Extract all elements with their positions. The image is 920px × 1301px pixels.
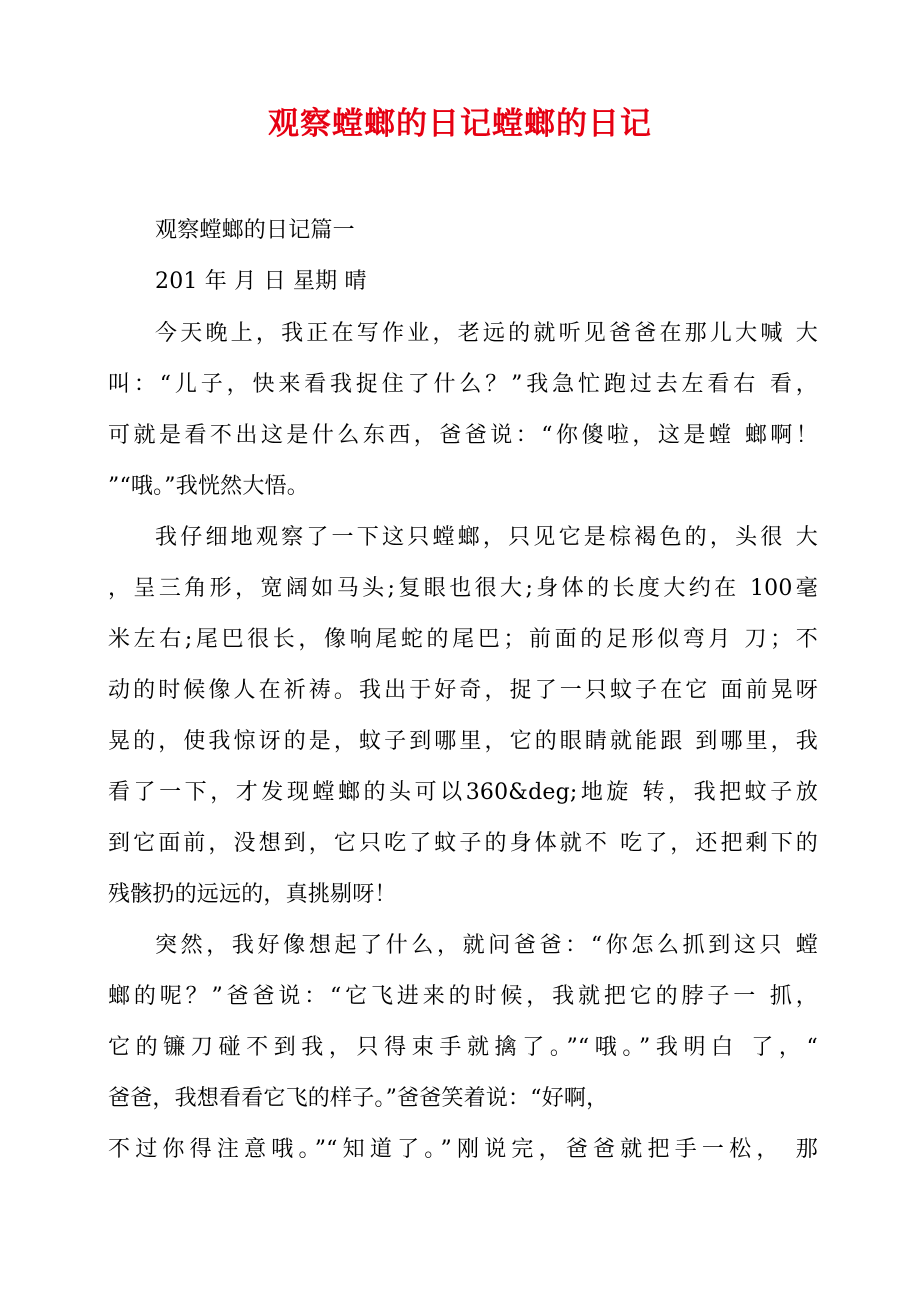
text-line: 可就是看不出这是什么东西，爸爸说：“你傻啦，这是螳 螂啊！: [108, 423, 818, 448]
text-line: ，呈三角形，宽阔如马头;复眼也很大;身体的长度大约在 100毫: [108, 576, 818, 601]
text-line: 看了一下，才发现螳螂的头可以360&deg;地旋 转，我把蚊子放: [108, 780, 818, 805]
text-line: 晃的，使我惊讶的是，蚊子到哪里，它的眼睛就能跟 到哪里，我: [108, 729, 818, 754]
text-line: ”“哦。”我恍然大悟。: [108, 474, 309, 499]
text-line: 我仔细地观察了一下这只螳螂，只见它是棕褐色的，头很 大: [155, 525, 818, 550]
text-line: 米左右;尾巴很长，像响尾蛇的尾巴；前面的足形似弯月 刀；不: [108, 627, 818, 652]
text-line: 今天晚上，我正在写作业，老远的就听见爸爸在那儿大喊 大: [155, 321, 818, 346]
text-line: 动的时候像人在祈祷。我出于好奇，捉了一只蚊子在它 面前晃呀: [108, 678, 818, 703]
text-line: 不过你得注意哦。”“知道了。”刚说完，爸爸就把手一松， 那: [108, 1137, 818, 1162]
text-line: 叫：“儿子，快来看我捉住了什么？”我急忙跑过去左看右 看，: [108, 372, 818, 397]
section-heading: 观察螳螂的日记篇一: [155, 218, 355, 243]
text-line: 它的镰刀碰不到我，只得束手就擒了。”“哦。”我明白 了，“: [108, 1035, 818, 1060]
text-line: 到它面前，没想到，它只吃了蚊子的身体就不 吃了，还把剩下的: [108, 831, 818, 856]
text-line: 残骸扔的远远的，真挑剔呀！: [108, 882, 397, 907]
text-line: 爸爸，我想看看它飞的样子。”爸爸笑着说：“好啊，: [108, 1086, 609, 1111]
text-line: 突然，我好像想起了什么，就问爸爸：“你怎么抓到这只 螳: [155, 933, 818, 958]
date-line: 201 年 月 日 星期 晴: [155, 269, 367, 294]
page-title: 观察螳螂的日记螳螂的日记: [268, 106, 652, 142]
text-line: 螂的呢？”爸爸说：“它飞进来的时候，我就把它的脖子一 抓，: [108, 984, 818, 1009]
